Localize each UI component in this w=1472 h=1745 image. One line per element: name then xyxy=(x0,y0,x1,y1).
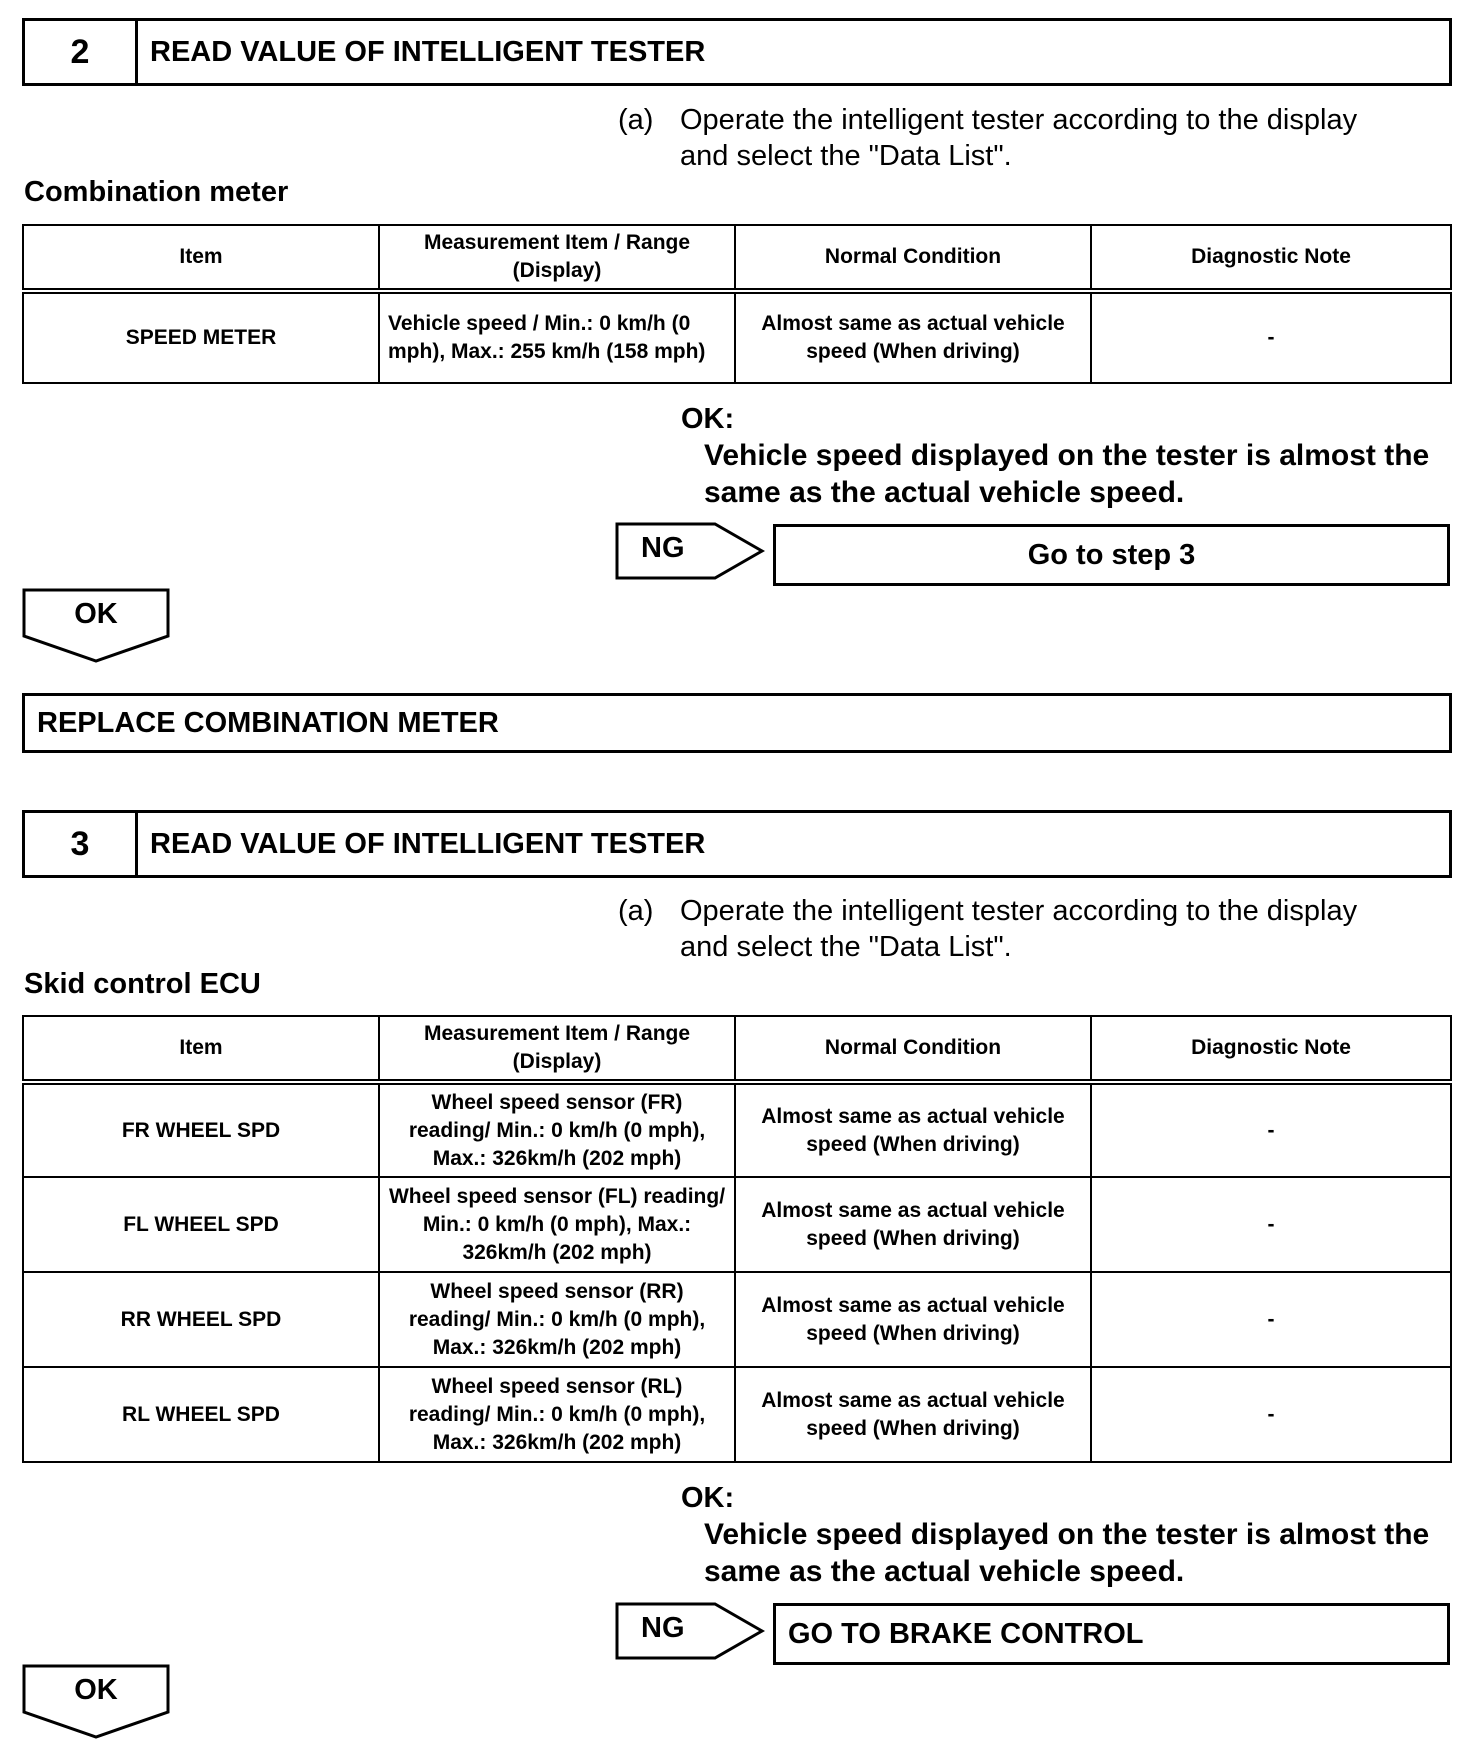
table-row xyxy=(23,1367,1451,1462)
ng-label: NG xyxy=(641,1612,685,1644)
combination-meter-table xyxy=(22,224,1452,384)
ng-arrow xyxy=(615,522,765,580)
cell-measurement: Wheel speed sensor (RL) reading/ Min.: 0 km/h (0 mph), Max.: 326km/h (202 mph) xyxy=(379,1367,735,1462)
cell-normal-condition: Almost same as actual vehicle speed (When driving) xyxy=(735,291,1091,383)
cell-diagnostic-note: - xyxy=(1091,1272,1451,1367)
cell-diagnostic-note: - xyxy=(1091,291,1451,383)
ng-label: NG xyxy=(641,532,685,564)
header-item: Item xyxy=(23,225,379,291)
header-normal-condition: Normal Condition xyxy=(735,1016,1091,1082)
cell-diagnostic-note: - xyxy=(1091,1082,1451,1177)
go-to-brake-control-box: GO TO BRAKE CONTROL xyxy=(773,1603,1450,1665)
ok-criteria-text: Vehicle speed displayed on the tester is almost the same as the actual vehicle speed. xyxy=(704,439,1430,509)
ok-arrow xyxy=(22,588,170,664)
cell-item: RR WHEEL SPD xyxy=(23,1272,379,1367)
cell-normal-condition: Almost same as actual vehicle speed (When driving) xyxy=(735,1082,1091,1177)
cell-normal-condition: Almost same as actual vehicle speed (When driving) xyxy=(735,1367,1091,1462)
header-diagnostic-note: Diagnostic Note xyxy=(1091,1016,1451,1082)
header-measurement: Measurement Item / Range (Display) xyxy=(379,1016,735,1082)
step-2-header xyxy=(22,18,1452,86)
ok-arrow-label: OK xyxy=(74,1674,118,1706)
cell-measurement: Wheel speed sensor (FR) reading/ Min.: 0 km/h (0 mph), Max.: 326km/h (202 mph) xyxy=(379,1082,735,1177)
table-row xyxy=(23,1177,1451,1272)
step-title: READ VALUE OF INTELLIGENT TESTER xyxy=(150,827,706,860)
instruction-label: (a) xyxy=(618,104,654,136)
header-diagnostic-note: Diagnostic Note xyxy=(1091,225,1451,291)
ng-arrow-shape-icon xyxy=(615,522,765,580)
step-3-instruction xyxy=(618,893,1408,967)
step-2-instruction xyxy=(618,102,1408,176)
step-number: 3 xyxy=(25,813,138,875)
table-header-row xyxy=(23,225,1451,291)
cell-item: FR WHEEL SPD xyxy=(23,1082,379,1177)
header-item: Item xyxy=(23,1016,379,1082)
cell-measurement: Vehicle speed / Min.: 0 km/h (0 mph), Max.: 255 km/h (158 mph) xyxy=(379,291,735,383)
cell-measurement: Wheel speed sensor (RR) reading/ Min.: 0 km/h (0 mph), Max.: 326km/h (202 mph) xyxy=(379,1272,735,1367)
ok-label: OK: xyxy=(681,403,735,435)
skid-control-ecu-table xyxy=(22,1015,1452,1463)
ng-arrow xyxy=(615,1602,765,1660)
ok-arrow-label: OK xyxy=(74,598,118,630)
instruction-text: Operate the intelligent tester according to the display and select the "Data List". xyxy=(680,104,1358,172)
table-row xyxy=(23,1082,1451,1177)
cell-item: SPEED METER xyxy=(23,291,379,383)
step-number: 2 xyxy=(25,21,138,83)
cell-normal-condition: Almost same as actual vehicle speed (When driving) xyxy=(735,1272,1091,1367)
step-3-header xyxy=(22,810,1452,878)
header-measurement: Measurement Item / Range (Display) xyxy=(379,225,735,291)
replace-combination-meter-box: REPLACE COMBINATION METER xyxy=(22,693,1452,753)
step-title: READ VALUE OF INTELLIGENT TESTER xyxy=(150,35,706,68)
cell-item: FL WHEEL SPD xyxy=(23,1177,379,1272)
ng-arrow-shape-icon xyxy=(615,1602,765,1660)
instruction-text: Operate the intelligent tester according to the display and select the "Data List". xyxy=(680,895,1358,963)
go-to-step-3-box: Go to step 3 xyxy=(773,524,1450,586)
header-normal-condition: Normal Condition xyxy=(735,225,1091,291)
cell-diagnostic-note: - xyxy=(1091,1367,1451,1462)
instruction-label: (a) xyxy=(618,895,654,927)
ok-label: OK: xyxy=(681,1482,735,1514)
cell-diagnostic-note: - xyxy=(1091,1177,1451,1272)
ok-criteria-text: Vehicle speed displayed on the tester is almost the same as the actual vehicle speed. xyxy=(704,1518,1430,1588)
table-row xyxy=(23,291,1451,383)
table-row xyxy=(23,1272,1451,1367)
section-label-skid-control-ecu: Skid control ECU xyxy=(24,968,261,1000)
ok-arrow xyxy=(22,1664,170,1740)
cell-item: RL WHEEL SPD xyxy=(23,1367,379,1462)
section-label-combination-meter: Combination meter xyxy=(24,176,289,208)
cell-measurement: Wheel speed sensor (FL) reading/ Min.: 0 km/h (0 mph), Max.: 326km/h (202 mph) xyxy=(379,1177,735,1272)
table-header-row xyxy=(23,1016,1451,1082)
cell-normal-condition: Almost same as actual vehicle speed (When driving) xyxy=(735,1177,1091,1272)
